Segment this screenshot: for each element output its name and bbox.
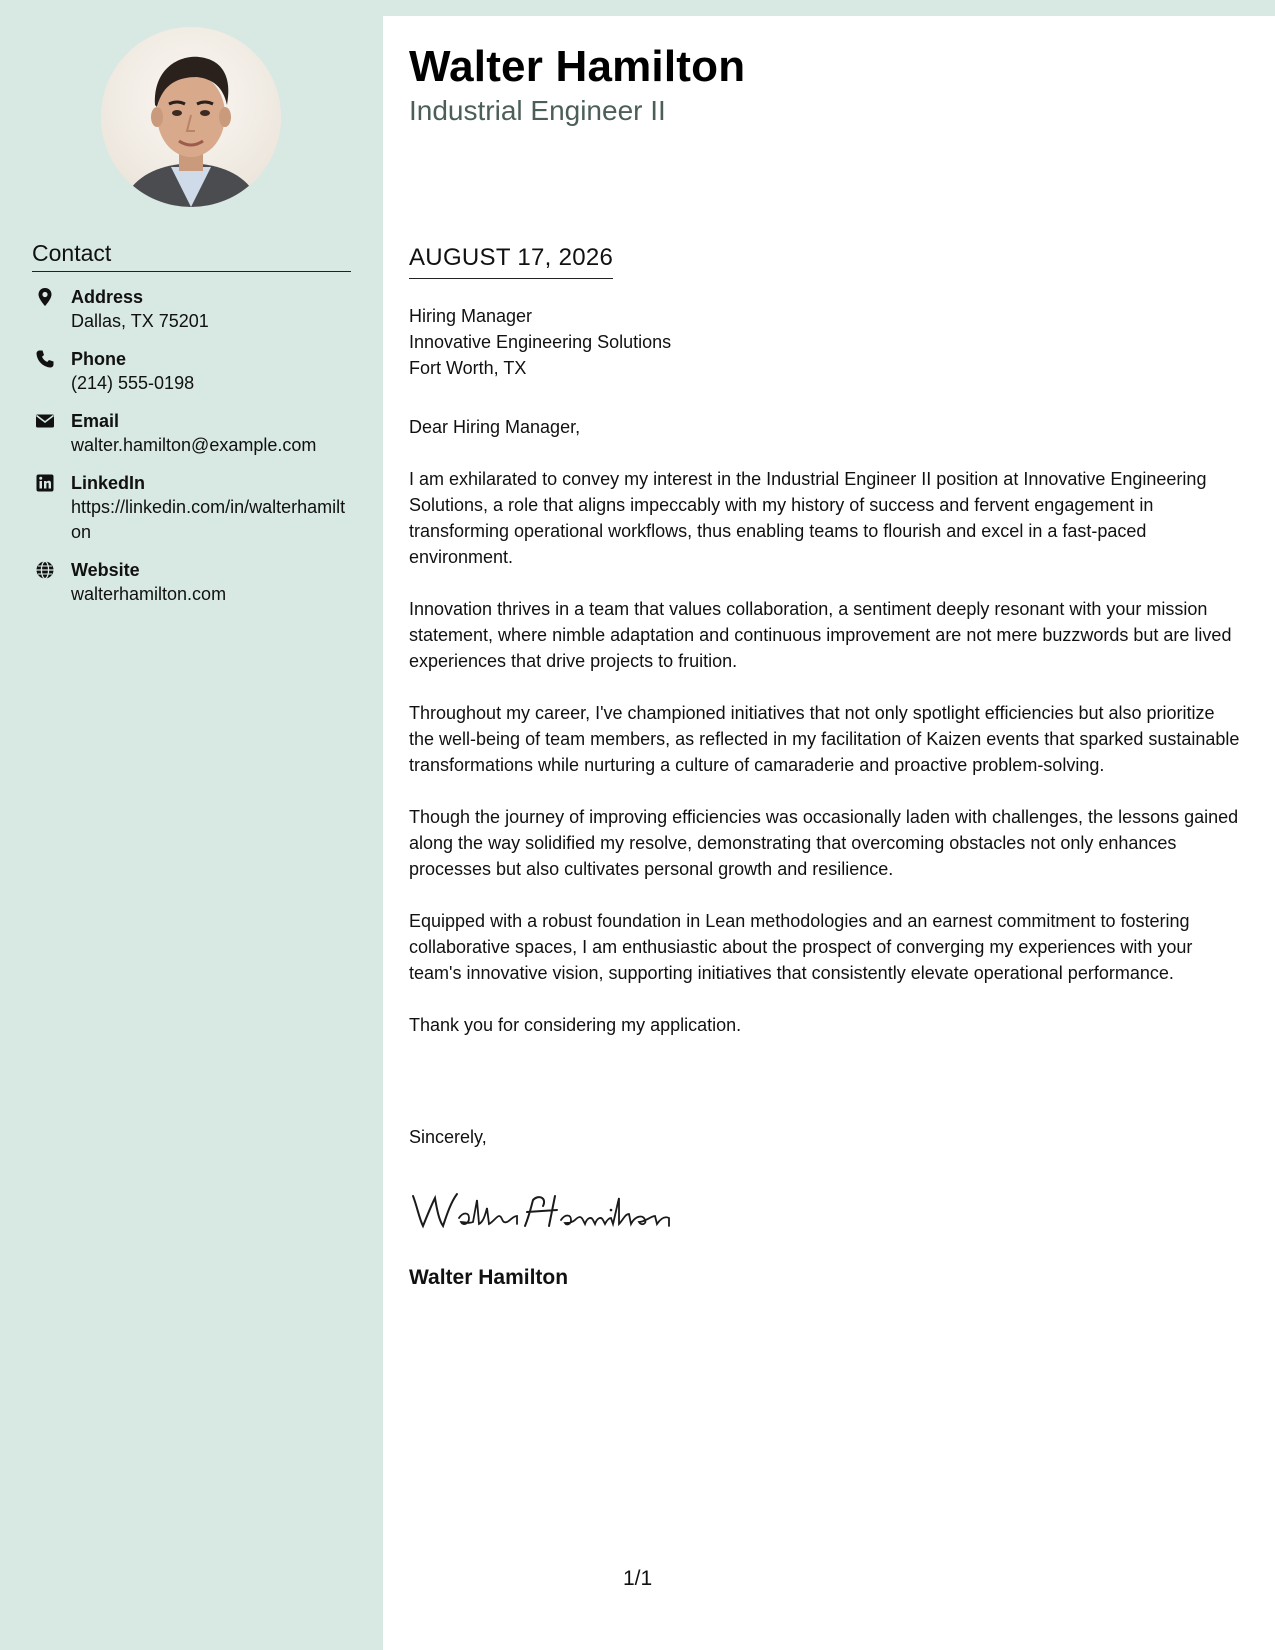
applicant-title: Industrial Engineer II (409, 95, 666, 126)
body-paragraph: I am exhilarated to convey my interest in the Industrial Engineer II position at Innovative Engineering Solutions, a role that aligns impeccably with my history of success and fervent engagement in transforming operational workflows, thus enabling teams to flourish and excel in a fast-paced environment. (409, 469, 1207, 567)
email-label: Email (71, 411, 120, 431)
recipient-line: Innovative Engineering Solutions (409, 332, 672, 352)
portrait-image (101, 27, 281, 207)
contact-address (32, 285, 352, 334)
page-number: 1/1 (623, 1567, 653, 1590)
email-value[interactable]: walter.hamilton@example.com (71, 435, 317, 455)
letter-main (383, 16, 1275, 1650)
address-value: Dallas, TX 75201 (71, 311, 209, 331)
contact-phone (32, 347, 352, 396)
letter-date: AUGUST 17, 2026 (409, 244, 613, 279)
body-paragraph: Though the journey of improving efficiencies was occasionally laden with challenges, the lessons gained along the way solidified my resolve, demonstrating that overcoming obstacles not only enhances processes but also cultivates personal growth and resilience. (409, 807, 1239, 879)
contact-list (32, 285, 352, 620)
globe-icon (35, 560, 55, 580)
body-paragraph: Throughout my career, I've championed initiatives that not only spotlight efficiencies but also prioritize the well-being of team members, as reflected in my facilitation of Kaizen events that sparked sustainable transformations while nurturing a culture of camaraderie and proactive problem-solving. (409, 703, 1240, 775)
recipient-block (409, 303, 671, 381)
map-pin-icon (35, 287, 55, 307)
body-paragraph: Innovation thrives in a team that values collaboration, a sentiment deeply resonant with your mission statement, where nimble adaptation and continuous improvement are not mere buzzwords but are lived experiences that drive projects to fruition. (409, 599, 1232, 671)
website-label: Website (71, 560, 140, 580)
contact-email (32, 409, 352, 458)
sidebar (0, 0, 383, 1650)
letter-body (409, 414, 1244, 1064)
body-paragraph: Thank you for considering my application. (409, 1015, 742, 1035)
contact-linkedin (32, 471, 352, 545)
linkedin-value[interactable]: https://linkedin.com/in/walterhamilton (71, 497, 346, 542)
website-value[interactable]: walterhamilton.com (71, 584, 227, 604)
envelope-icon (35, 411, 55, 431)
recipient-line: Hiring Manager (409, 306, 533, 326)
phone-label: Phone (71, 349, 127, 369)
contact-website (32, 558, 352, 607)
signer-name: Walter Hamilton (409, 1266, 569, 1289)
recipient-line: Fort Worth, TX (409, 358, 527, 378)
phone-icon (35, 349, 55, 369)
phone-value: (214) 555-0198 (71, 373, 195, 393)
closing: Sincerely, (409, 1127, 487, 1147)
greeting: Dear Hiring Manager, (409, 417, 581, 437)
body-paragraph: Equipped with a robust foundation in Lean methodologies and an earnest commitment to fostering collaborative spaces, I am enthusiastic about the prospect of converging my experiences with your team's innovative vision, supporting initiatives that consistently elevate operational performance. (409, 911, 1193, 983)
profile-photo (101, 27, 281, 207)
linkedin-icon (35, 473, 55, 493)
handwritten-signature (407, 1186, 677, 1234)
linkedin-label: LinkedIn (71, 473, 146, 493)
contact-heading: Contact (32, 240, 351, 272)
applicant-name: Walter Hamilton (409, 42, 746, 91)
address-label: Address (71, 287, 144, 307)
